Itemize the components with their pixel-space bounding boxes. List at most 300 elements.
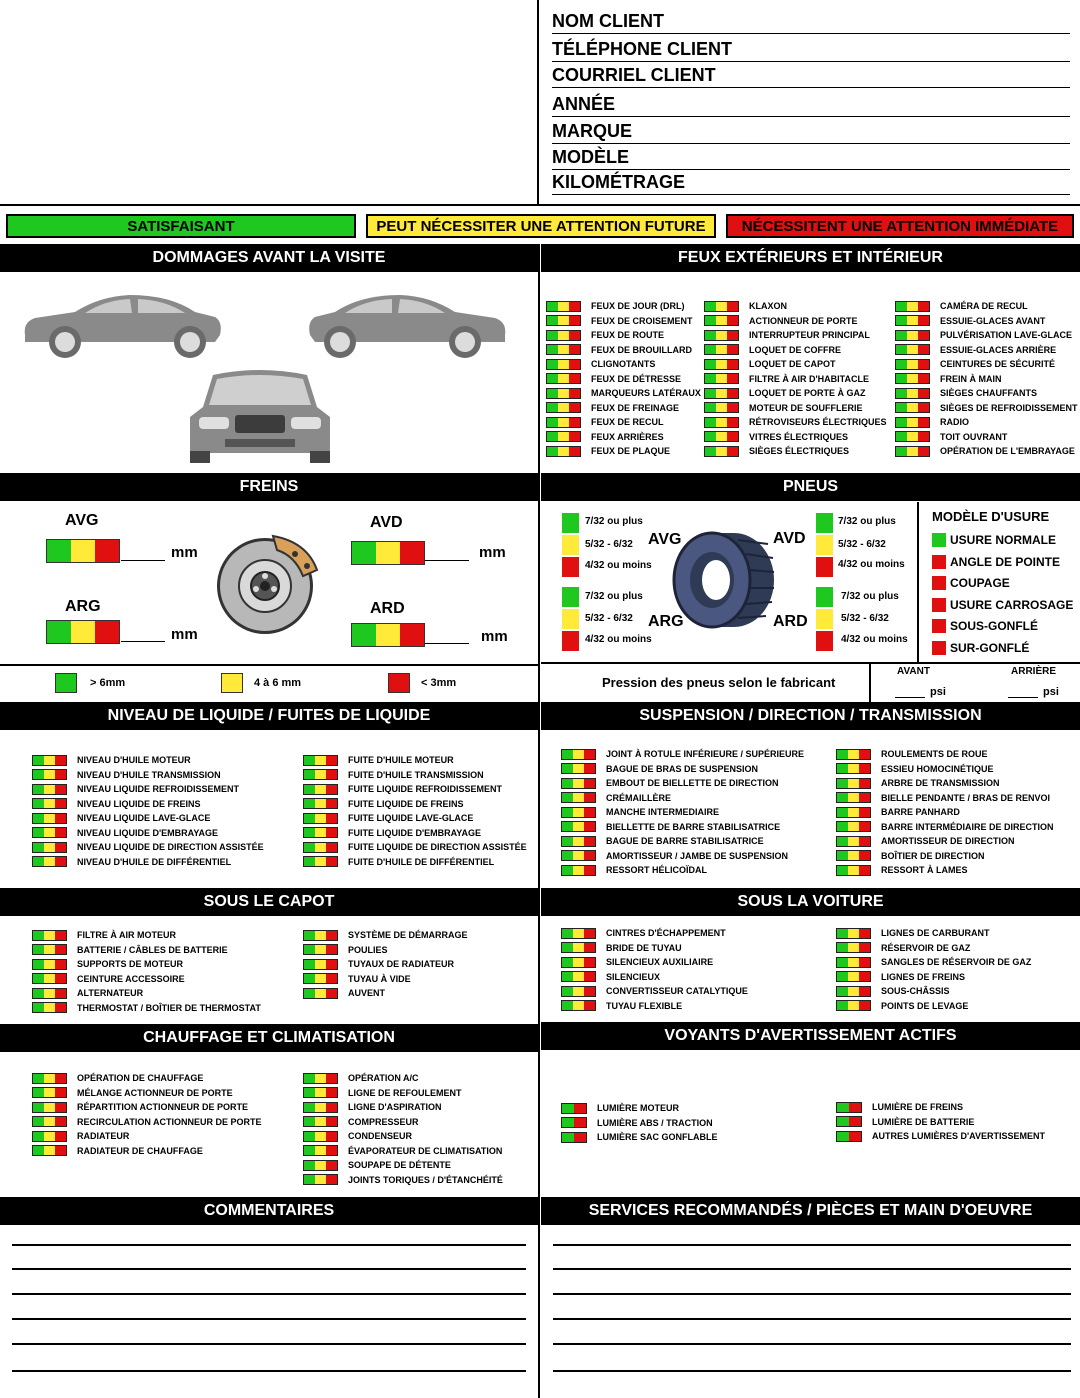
rating-swatch[interactable] <box>32 973 67 984</box>
rating-swatch[interactable] <box>895 402 930 413</box>
checklist-item[interactable] <box>32 1144 262 1159</box>
checklist-item[interactable] <box>32 1001 261 1016</box>
rating-swatch[interactable] <box>895 388 930 399</box>
rating-swatch[interactable] <box>303 827 338 838</box>
rating-swatch[interactable] <box>32 1116 67 1127</box>
brake-arg-field[interactable] <box>121 625 165 642</box>
checklist-item[interactable] <box>303 782 527 797</box>
checklist-item[interactable] <box>303 928 468 943</box>
checklist-label: CRÉMAILLÈRE <box>606 792 671 803</box>
checklist-item[interactable] <box>895 299 1078 314</box>
checklist-label: BAGUE DE BARRE STABILISATRICE <box>606 836 764 847</box>
checklist-item[interactable] <box>303 753 527 768</box>
rating-swatch[interactable] <box>32 959 67 970</box>
checklist-item[interactable] <box>561 863 804 878</box>
rating-swatch[interactable] <box>546 315 581 326</box>
checklist-item[interactable] <box>836 926 1031 941</box>
checklist-item[interactable] <box>32 753 264 768</box>
checklist-item[interactable] <box>546 328 701 343</box>
rating-swatch[interactable] <box>704 417 739 428</box>
checklist-item[interactable] <box>561 1130 718 1145</box>
rating-swatch[interactable] <box>836 1116 862 1127</box>
rating-swatch[interactable] <box>546 388 581 399</box>
wear-item[interactable] <box>932 594 1073 616</box>
rating-swatch[interactable] <box>303 769 338 780</box>
rating-swatch[interactable] <box>303 959 338 970</box>
writing-line[interactable] <box>12 1244 526 1246</box>
checklist-item[interactable] <box>704 430 887 445</box>
checklist-item[interactable] <box>303 826 527 841</box>
checklist-item[interactable] <box>561 970 748 985</box>
writing-line[interactable] <box>553 1318 1071 1320</box>
tire-ard-rating[interactable] <box>816 587 833 653</box>
checklist-item[interactable] <box>546 401 701 416</box>
checklist-item[interactable] <box>836 984 1031 999</box>
checklist-label: CINTRES D'ÉCHAPPEMENT <box>606 928 726 939</box>
checklist-item[interactable] <box>32 943 261 958</box>
rating-swatch[interactable] <box>32 944 67 955</box>
checklist-item[interactable] <box>303 972 468 987</box>
checklist-item[interactable] <box>704 357 887 372</box>
checklist-item[interactable] <box>546 444 701 459</box>
under-list-2 <box>836 926 1031 1013</box>
checklist-item[interactable] <box>836 1115 1045 1130</box>
checklist-item[interactable] <box>303 768 527 783</box>
rating-swatch[interactable] <box>561 778 596 789</box>
checklist-item[interactable] <box>704 372 887 387</box>
checklist-label: FUITE LIQUIDE DE DIRECTION ASSISTÉE <box>348 842 527 853</box>
checklist-item[interactable] <box>836 970 1031 985</box>
rating-swatch[interactable] <box>561 957 596 968</box>
checklist-label: POINTS DE LEVAGE <box>881 1000 969 1011</box>
rating-swatch[interactable] <box>546 431 581 442</box>
checklist-label: RÉPARTITION ACTIONNEUR DE PORTE <box>77 1102 249 1113</box>
checklist-item[interactable] <box>303 1100 503 1115</box>
checklist-item[interactable] <box>836 849 1054 864</box>
rating-swatch[interactable] <box>303 784 338 795</box>
checklist-item[interactable] <box>895 357 1078 372</box>
pressure-rear-field[interactable] <box>1008 685 1038 698</box>
rating-swatch[interactable] <box>836 865 871 876</box>
checklist-item[interactable] <box>561 1101 718 1116</box>
checklist-item[interactable] <box>561 984 748 999</box>
checklist-item[interactable] <box>895 430 1078 445</box>
checklist-item[interactable] <box>704 415 887 430</box>
checklist-item[interactable] <box>32 957 261 972</box>
checklist-item[interactable] <box>836 1129 1045 1144</box>
rating-swatch[interactable] <box>303 1131 338 1142</box>
wear-patterns <box>932 506 1073 659</box>
checklist-item[interactable] <box>704 343 887 358</box>
section-fluids: NIVEAU DE LIQUIDE / FUITES DE LIQUIDE <box>0 702 538 730</box>
checklist-label: TUYAU À VIDE <box>348 973 411 984</box>
rating-swatch[interactable] <box>561 928 596 939</box>
rating-swatch[interactable] <box>561 986 596 997</box>
customer-field[interactable]: COURRIEL CLIENT <box>552 62 1070 88</box>
rating-swatch[interactable] <box>32 1145 67 1156</box>
rating-swatch[interactable] <box>704 388 739 399</box>
rating-swatch[interactable] <box>561 807 596 818</box>
rating-swatch[interactable] <box>303 988 338 999</box>
checklist-item[interactable] <box>546 299 701 314</box>
rating-swatch[interactable] <box>546 446 581 457</box>
rating-swatch[interactable] <box>303 1102 338 1113</box>
checklist-item[interactable] <box>303 855 527 870</box>
wear-item[interactable] <box>932 616 1073 638</box>
rating-swatch[interactable] <box>32 827 67 838</box>
checklist-item[interactable] <box>704 401 887 416</box>
rating-swatch[interactable] <box>32 755 67 766</box>
checklist-item[interactable] <box>303 943 468 958</box>
wear-item[interactable] <box>932 573 1073 595</box>
rating-swatch[interactable] <box>303 755 338 766</box>
checklist-item[interactable] <box>836 747 1054 762</box>
checklist-item[interactable] <box>895 386 1078 401</box>
checklist-label: BOÎTIER DE DIRECTION <box>881 850 985 861</box>
rating-swatch[interactable] <box>836 1000 871 1011</box>
rating-swatch[interactable] <box>561 865 596 876</box>
rating-swatch[interactable] <box>32 842 67 853</box>
lights-list-1 <box>546 299 701 459</box>
checklist-item[interactable] <box>546 314 701 329</box>
checklist-item[interactable] <box>32 768 264 783</box>
checklist-label: NIVEAU LIQUIDE DE FREINS <box>77 798 201 809</box>
checklist-item[interactable] <box>561 776 804 791</box>
checklist-item[interactable] <box>546 343 701 358</box>
checklist-item[interactable] <box>561 1116 718 1131</box>
checklist-item[interactable] <box>32 855 264 870</box>
checklist-item[interactable] <box>546 357 701 372</box>
rating-swatch[interactable] <box>303 944 338 955</box>
checklist-item[interactable] <box>32 782 264 797</box>
rating-swatch[interactable] <box>303 1160 338 1171</box>
rating-swatch[interactable] <box>32 1002 67 1013</box>
checklist-item[interactable] <box>561 849 804 864</box>
customer-field[interactable]: ANNÉE <box>552 91 1070 117</box>
checklist-item[interactable] <box>303 811 527 826</box>
checklist-item[interactable] <box>704 299 887 314</box>
rating-swatch[interactable] <box>561 1132 587 1143</box>
rating-swatch[interactable] <box>895 344 930 355</box>
writing-line[interactable] <box>12 1343 526 1345</box>
checklist-item[interactable] <box>704 314 887 329</box>
rating-swatch[interactable] <box>32 1102 67 1113</box>
wear-item[interactable] <box>932 637 1073 659</box>
tire-avg-rating[interactable] <box>562 513 579 579</box>
checklist-item[interactable] <box>32 972 261 987</box>
brake-avd-field[interactable] <box>425 544 469 561</box>
fluids-list-2 <box>303 753 527 869</box>
checklist-label: FUITE D'HUILE MOTEUR <box>348 755 454 766</box>
rating-swatch[interactable] <box>546 359 581 370</box>
rating-swatch[interactable] <box>836 971 871 982</box>
checklist-item[interactable] <box>32 840 264 855</box>
rating-swatch[interactable] <box>32 988 67 999</box>
checklist-item[interactable] <box>836 941 1031 956</box>
checklist-item[interactable] <box>836 791 1054 806</box>
rating-swatch[interactable] <box>895 301 930 312</box>
rating-swatch[interactable] <box>704 446 739 457</box>
rating-swatch[interactable] <box>32 1131 67 1142</box>
rating-swatch[interactable] <box>546 344 581 355</box>
rating-swatch[interactable] <box>546 402 581 413</box>
checklist-label: LIGNE DE REFOULEMENT <box>348 1087 462 1098</box>
rating-swatch[interactable] <box>303 1145 338 1156</box>
rating-swatch[interactable] <box>895 315 930 326</box>
rating-swatch[interactable] <box>303 930 338 941</box>
checklist-item[interactable] <box>546 372 701 387</box>
rating-swatch[interactable] <box>836 1131 862 1142</box>
rating-swatch[interactable] <box>704 402 739 413</box>
brake-legend-yellow-label: 4 à 6 mm <box>254 677 302 689</box>
rating-swatch[interactable] <box>704 344 739 355</box>
checklist-label: FEUX DE CROISEMENT <box>591 315 693 326</box>
rating-swatch[interactable] <box>836 749 871 760</box>
checklist-label: LUMIÈRE DE FREINS <box>872 1102 964 1113</box>
checklist-item[interactable] <box>303 1173 503 1188</box>
checklist-label: LOQUET DE CAPOT <box>749 359 836 370</box>
rating-swatch[interactable] <box>561 942 596 953</box>
checklist-item[interactable] <box>32 1115 262 1130</box>
rating-swatch[interactable] <box>836 850 871 861</box>
checklist-item[interactable] <box>32 1129 262 1144</box>
checklist-item[interactable] <box>303 1086 503 1101</box>
rating-swatch[interactable] <box>836 792 871 803</box>
pressure-front-field[interactable] <box>895 685 925 698</box>
rating-swatch[interactable] <box>561 1103 587 1114</box>
rating-swatch[interactable] <box>561 821 596 832</box>
checklist-item[interactable] <box>561 762 804 777</box>
rating-swatch[interactable] <box>836 836 871 847</box>
checklist-item[interactable] <box>836 1100 1045 1115</box>
checklist-label: SOUS-CHÂSSIS <box>881 986 950 997</box>
checklist-item[interactable] <box>561 941 748 956</box>
customer-field[interactable]: NOM CLIENT <box>552 8 1070 34</box>
checklist-item[interactable] <box>561 999 748 1014</box>
checklist-label: RESSORT À LAMES <box>881 865 968 876</box>
rating-swatch[interactable] <box>561 792 596 803</box>
checklist-item[interactable] <box>836 863 1054 878</box>
lights-list-2 <box>704 299 887 459</box>
checklist-label: FUITE LIQUIDE DE FREINS <box>348 798 464 809</box>
checklist-item[interactable] <box>32 1071 262 1086</box>
tire-icon <box>672 530 777 630</box>
checklist-item[interactable] <box>32 826 264 841</box>
rating-swatch[interactable] <box>895 446 930 457</box>
rating-swatch[interactable] <box>561 749 596 760</box>
rating-swatch[interactable] <box>836 807 871 818</box>
rating-swatch[interactable] <box>836 763 871 774</box>
checklist-label: ESSIEU HOMOCINÉTIQUE <box>881 763 994 774</box>
rating-swatch[interactable] <box>303 856 338 867</box>
customer-field[interactable]: TÉLÉPHONE CLIENT <box>552 36 1070 62</box>
checklist-item[interactable] <box>836 776 1054 791</box>
checklist-item[interactable] <box>32 1086 262 1101</box>
rating-swatch[interactable] <box>32 856 67 867</box>
writing-line[interactable] <box>12 1293 526 1295</box>
rating-swatch[interactable] <box>546 417 581 428</box>
writing-line[interactable] <box>553 1244 1071 1246</box>
writing-line[interactable] <box>12 1268 526 1270</box>
checklist-item[interactable] <box>546 430 701 445</box>
rating-swatch[interactable] <box>836 1102 862 1113</box>
rating-swatch[interactable] <box>836 778 871 789</box>
rating-swatch[interactable] <box>836 821 871 832</box>
checklist-item[interactable] <box>303 840 527 855</box>
brake-ard-field[interactable] <box>425 627 469 644</box>
rating-swatch[interactable] <box>303 973 338 984</box>
checklist-item[interactable] <box>836 820 1054 835</box>
rating-swatch[interactable] <box>32 1073 67 1084</box>
checklist-item[interactable] <box>303 986 468 1001</box>
checklist-label: SOUPAPE DE DÉTENTE <box>348 1160 451 1171</box>
writing-line[interactable] <box>553 1268 1071 1270</box>
rating-swatch[interactable] <box>895 417 930 428</box>
checklist-item[interactable] <box>546 415 701 430</box>
rating-swatch[interactable] <box>561 1117 587 1128</box>
rating-swatch[interactable] <box>704 301 739 312</box>
checklist-item[interactable] <box>303 1115 503 1130</box>
writing-line[interactable] <box>553 1343 1071 1345</box>
checklist-item[interactable] <box>303 1129 503 1144</box>
brake-avg-rating[interactable] <box>46 539 120 563</box>
checklist-item[interactable] <box>303 957 468 972</box>
rating-swatch[interactable] <box>32 769 67 780</box>
checklist-item[interactable] <box>895 372 1078 387</box>
checklist-item[interactable] <box>561 791 804 806</box>
rating-swatch[interactable] <box>32 930 67 941</box>
wear-item[interactable] <box>932 551 1073 573</box>
checklist-item[interactable] <box>895 343 1078 358</box>
tire-range: 5/32 - 6/32 <box>585 539 633 550</box>
customer-field[interactable]: MODÈLE <box>552 144 1070 170</box>
tire-ard-label: ARD <box>773 613 808 630</box>
writing-line[interactable] <box>553 1293 1071 1295</box>
rating-swatch[interactable] <box>704 431 739 442</box>
rating-swatch[interactable] <box>704 359 739 370</box>
writing-line[interactable] <box>12 1370 526 1372</box>
wear-label: SOUS-GONFLÉ <box>950 619 1039 634</box>
checklist-item[interactable] <box>895 328 1078 343</box>
checklist-label: CONVERTISSEUR CATALYTIQUE <box>606 986 748 997</box>
rating-swatch[interactable] <box>32 798 67 809</box>
checklist-item[interactable] <box>895 401 1078 416</box>
rating-swatch[interactable] <box>561 763 596 774</box>
rating-swatch[interactable] <box>546 373 581 384</box>
rating-swatch[interactable] <box>836 986 871 997</box>
rating-swatch[interactable] <box>303 1116 338 1127</box>
brake-ard-rating[interactable] <box>351 623 425 647</box>
checklist-label: LIGNES DE FREINS <box>881 971 966 982</box>
rating-swatch[interactable] <box>303 1073 338 1084</box>
rating-swatch[interactable] <box>561 850 596 861</box>
brake-arg-rating[interactable] <box>46 620 120 644</box>
rating-swatch[interactable] <box>32 813 67 824</box>
brake-unit: mm <box>171 544 198 561</box>
rating-swatch[interactable] <box>704 330 739 341</box>
checklist-item[interactable] <box>836 805 1054 820</box>
rating-swatch[interactable] <box>32 1087 67 1098</box>
rating-swatch[interactable] <box>546 330 581 341</box>
rating-swatch[interactable] <box>561 1000 596 1011</box>
checklist-item[interactable] <box>561 926 748 941</box>
rating-swatch[interactable] <box>303 1087 338 1098</box>
rating-swatch[interactable] <box>303 842 338 853</box>
writing-line[interactable] <box>12 1318 526 1320</box>
checklist-item[interactable] <box>561 834 804 849</box>
checklist-item[interactable] <box>546 386 701 401</box>
checklist-item[interactable] <box>303 1071 503 1086</box>
rating-swatch[interactable] <box>704 373 739 384</box>
rating-swatch[interactable] <box>704 315 739 326</box>
checklist-label: LOQUET DE COFFRE <box>749 344 841 355</box>
rating-swatch[interactable] <box>895 373 930 384</box>
customer-field[interactable]: MARQUE <box>552 118 1070 144</box>
checklist-item[interactable] <box>303 797 527 812</box>
checklist-item[interactable] <box>561 820 804 835</box>
wear-label: ANGLE DE POINTE <box>950 554 1061 569</box>
checklist-item[interactable] <box>561 805 804 820</box>
wear-title-text: MODÈLE D'USURE <box>932 509 1050 525</box>
checklist-item[interactable] <box>303 1158 503 1173</box>
checklist-item[interactable] <box>704 444 887 459</box>
wear-item[interactable] <box>932 530 1073 552</box>
writing-line[interactable] <box>553 1370 1071 1372</box>
rating-swatch[interactable] <box>895 431 930 442</box>
checklist-item[interactable] <box>32 1100 262 1115</box>
rating-swatch[interactable] <box>895 359 930 370</box>
checklist-item[interactable] <box>836 955 1031 970</box>
tire-arg-rating[interactable] <box>562 587 579 653</box>
customer-field[interactable]: KILOMÉTRAGE <box>552 169 1070 195</box>
checklist-label: AUVENT <box>348 988 386 999</box>
tire-avd-rating[interactable] <box>816 513 833 579</box>
checklist-item[interactable] <box>303 1144 503 1159</box>
checklist-label: ROULEMENTS DE ROUE <box>881 749 988 760</box>
checklist-item[interactable] <box>32 797 264 812</box>
rating-swatch[interactable] <box>32 784 67 795</box>
tire-range: 7/32 ou plus <box>585 591 643 602</box>
checklist-item[interactable] <box>836 999 1031 1014</box>
checklist-item[interactable] <box>561 955 748 970</box>
rating-swatch[interactable] <box>836 957 871 968</box>
checklist-item[interactable] <box>32 928 261 943</box>
rating-swatch[interactable] <box>836 928 871 939</box>
rating-swatch[interactable] <box>561 836 596 847</box>
checklist-item[interactable] <box>895 415 1078 430</box>
checklist-label: FREIN À MAIN <box>940 373 1002 384</box>
checklist-item[interactable] <box>895 314 1078 329</box>
checklist-item[interactable] <box>836 834 1054 849</box>
checklist-item[interactable] <box>32 986 261 1001</box>
rating-swatch[interactable] <box>303 1174 338 1185</box>
checklist-item[interactable] <box>561 747 804 762</box>
checklist-label: ALTERNATEUR <box>77 988 144 999</box>
brake-avg-field[interactable] <box>121 544 165 561</box>
checklist-item[interactable] <box>704 386 887 401</box>
checklist-item[interactable] <box>32 811 264 826</box>
checklist-item[interactable] <box>836 762 1054 777</box>
checklist-item[interactable] <box>895 444 1078 459</box>
rating-swatch[interactable] <box>303 813 338 824</box>
rating-swatch[interactable] <box>836 942 871 953</box>
rating-swatch[interactable] <box>561 971 596 982</box>
brake-avd-rating[interactable] <box>351 541 425 565</box>
rating-swatch[interactable] <box>895 330 930 341</box>
rating-swatch[interactable] <box>546 301 581 312</box>
rating-swatch[interactable] <box>303 798 338 809</box>
checklist-item[interactable] <box>704 328 887 343</box>
